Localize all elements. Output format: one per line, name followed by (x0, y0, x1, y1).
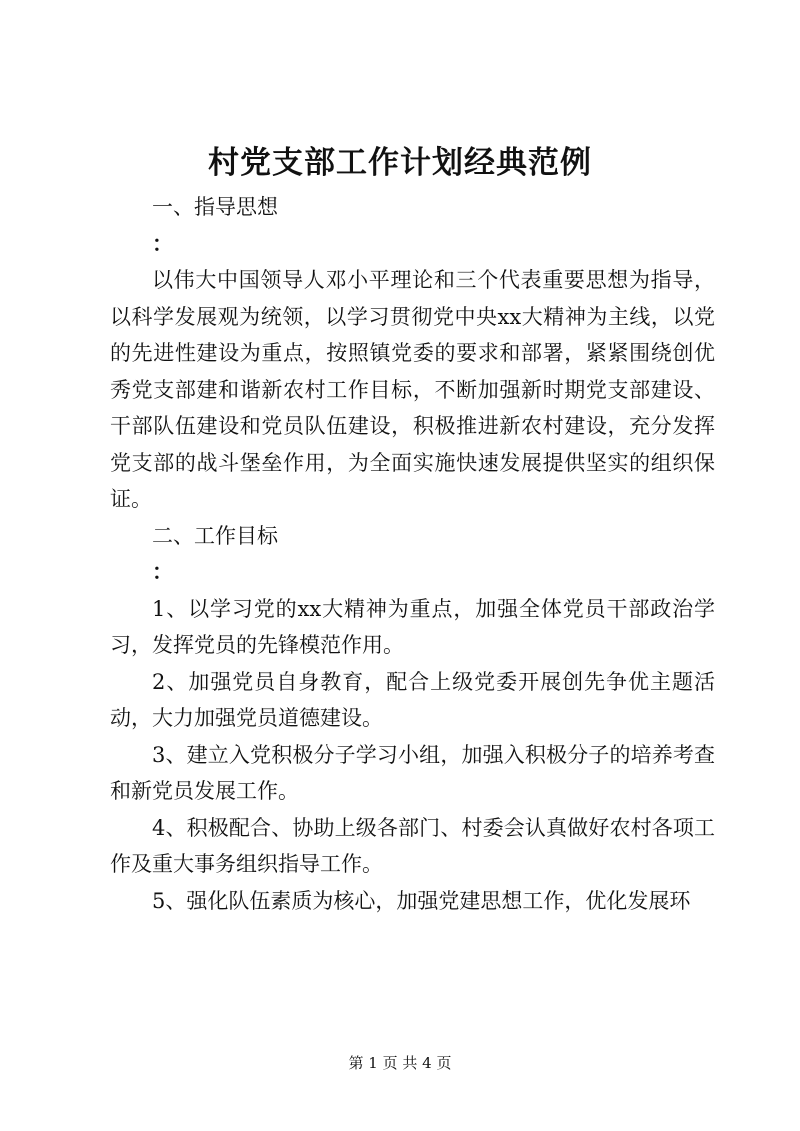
paragraph: 以伟大中国领导人邓小平理论和三个代表重要思想为指导，以科学发展观为统领，以学习贯彻党中央xx大精神为主线，以党的先进性建设为重点，按照镇党委的要求和部署，紧紧围绕创优秀党支部建和谐新农村工作目标，不断加强新时期党支部建设、干部队伍建设和党员队伍建设，积极推进新农村建设，充分发挥党支部的战斗堡垒作用，为全面实施快速发展提供坚实的组织保证。 (110, 268, 715, 511)
section-work-goals (110, 518, 715, 920)
list-item: 2、加强党员自身教育，配合上级党委开展创先争优主题活动，大力加强党员道德建设。 (110, 669, 715, 730)
section-heading: 一、指导思想 (152, 195, 278, 219)
section-guiding-ideology (110, 189, 715, 518)
page-footer: 第 1 页 共 4 页 (348, 1054, 452, 1072)
document-title: 村党支部工作计划经典范例 (208, 145, 592, 181)
list-item: 1、以学习党的xx大精神为重点，加强全体党员干部政治学习，发挥党员的先锋模范作用。 (110, 596, 715, 657)
list-item: 5、强化队伍素质为核心，加强党建思想工作，优化发展环 (152, 888, 691, 913)
section-colon: ： (152, 230, 173, 256)
document-body (110, 189, 715, 919)
list-item: 3、建立入党积极分子学习小组，加强入积极分子的培养考查和新党员发展工作。 (110, 742, 715, 803)
list-item: 4、积极配合、协助上级各部门、村委会认真做好农村各项工作及重大事务组织指导工作。 (110, 815, 715, 876)
section-heading: 二、工作目标 (152, 523, 278, 548)
section-colon: ： (152, 559, 173, 584)
